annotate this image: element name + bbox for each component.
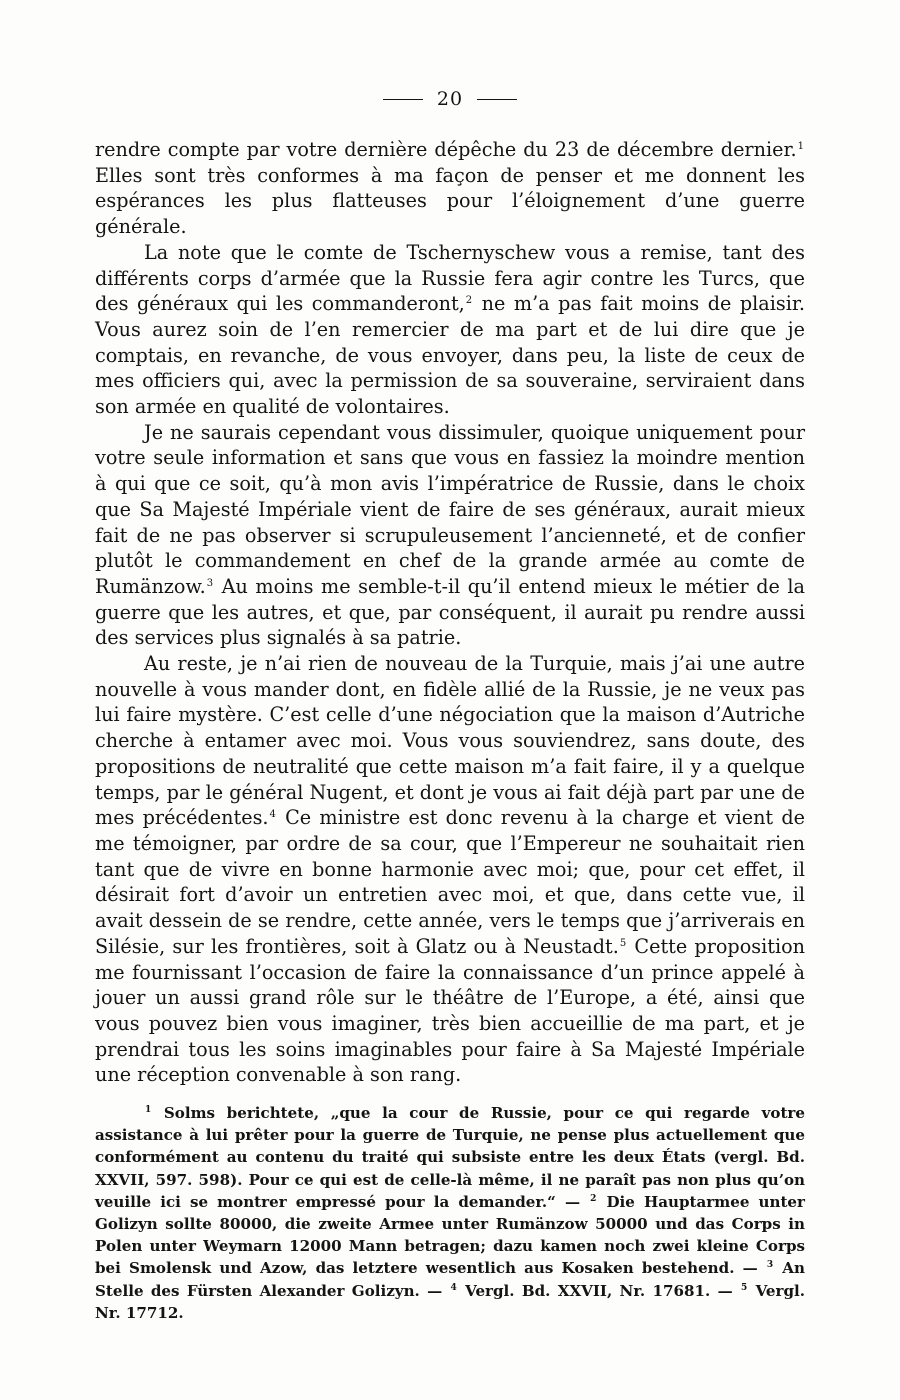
- paragraph-text: Cette proposition me fournissant l’occasion de faire la connaissance d’un prince appelé à jouer un aussi grand rôle sur le théâtre de l’Europe, a été, ainsi que vous pouvez bien vous imaginer, très bien accueillie de ma part, et je prendrai tous les soins imaginables pour faire à Sa Majesté Impériale une réception convenable à son rang.: [95, 934, 805, 1087]
- header-rule-left: [383, 99, 423, 100]
- page-number: 20: [436, 88, 464, 110]
- paragraph-1: [95, 137, 805, 240]
- page-header: [0, 88, 900, 110]
- paragraph-text: Au reste, je n’ai rien de nouveau de la Turquie, mais j’ai une autre nouvelle à vous mander dont, en fidèle allié de la Russie, je ne veux pas lui faire mystère. C’est celle d’une négociation que la maison d’Autriche cherche à entamer avec moi. Vous vous souviendrez, sans doute, des propositions de neutralité que cette maison m’a fait faire, il y a quelque temps, par le général Nugent, et dont je vous ai fait déjà part par une de mes précédentes.: [95, 652, 805, 830]
- paragraph-text: Elles sont très conformes à ma façon de penser et me donnent les espérances les plus flatteuses pour l’éloignement d’une guerre générale.: [95, 163, 805, 239]
- paragraph-text: Au moins me semble-t-il qu’il entend mieux le métier de la guerre que les autres, et que, par conséquent, il aurait pu rendre aussi des services plus signalés à sa patrie.: [95, 574, 805, 650]
- footnote-block: [95, 1102, 805, 1324]
- footnote-marker: 2: [465, 295, 473, 307]
- footnote-number: 1: [145, 1105, 152, 1115]
- paragraph-text: ne m’a pas fait moins de plaisir. Vous aurez soin de l’en remercier de ma part et de lui dire que je comptais, en revanche, de vous envoyer, dans peu, la liste de ceux de mes officiers qui, avec la permission de sa souveraine, serviraient dans son armée en qualité de volontaires.: [95, 292, 805, 419]
- paragraph-text: La note que le comte de Tschernyschew vous a remise, tant des différents corps d’armée que la Russie fera agir contre les Turcs, que des généraux qui les commanderont,: [95, 240, 805, 316]
- footnote-marker: 3: [206, 577, 214, 589]
- header-rule-right: [477, 99, 517, 100]
- paragraph-2: [95, 240, 805, 420]
- footnote-marker: 5: [619, 937, 627, 949]
- paragraph-text: rendre compte par votre dernière dépêche du 23 de décembre dernier.: [95, 138, 797, 161]
- footnote-text: Vergl. Nr. 17712.: [95, 1281, 806, 1322]
- paragraph-3: [95, 420, 805, 651]
- footnote-text: Vergl. Bd. XXVII, Nr. 17681. —: [457, 1281, 740, 1300]
- footnote-text: An Stelle des Fürsten Alexander Golizyn. —: [95, 1259, 805, 1300]
- paragraph-4: [95, 651, 805, 1088]
- paragraph-text: Je ne saurais cependant vous dissimuler, quoique uniquement pour votre seule information et sans que vous en fassiez la moindre mention à qui que ce soit, qu’à mon avis l’impératrice de Russie, dans le choix que Sa Majesté Impériale vient de faire de ses généraux, aurait mieux fait de ne pas observer si scrupuleusement l’ancienneté, et de confier plutôt le commandement en chef de la grande armée au comte de Rumänzow.: [95, 420, 805, 598]
- footnote-text: Die Hauptarmee unter Golizyn sollte 80000, die zweite Armee unter Rumänzow 50000 und das Corps in Polen unter Weymarn 12000 Mann betragen; dazu kamen noch zwei kleine Corps bei Smolensk und Azow, das letztere wesentlich aus Kosaken bestehend. —: [95, 1192, 805, 1278]
- footnote-marker: 1: [797, 141, 804, 152]
- footnote-number: 3: [766, 1260, 774, 1271]
- paragraph-text: Ce ministre est donc revenu à la charge et vient de me témoigner, par ordre de sa cour, que l’Empereur ne souhaitait rien tant que de vivre en bonne harmonie avec moi; que, pour cet effet, il désirait fort d’avoir un entretien avec moi, et que, dans cette vue, il avait dessein de se rendre, cette année, vers le temps que j’arriverais en Silésie, sur les frontières, soit à Glatz ou à Neustadt.: [95, 806, 805, 958]
- letter-body: [95, 137, 805, 1088]
- footnote-number: 2: [590, 1193, 597, 1204]
- footnotes: [95, 1102, 805, 1324]
- footnote-number: 5: [741, 1282, 748, 1293]
- footnote-number: 4: [450, 1282, 457, 1293]
- footnote-text: Solms berichtete, „que la cour de Russie, pour ce qui regarde votre assistance à lui prêter pour la guerre de Turquie, ne pense plus actuellement que conformément au contenu du traité qui subsiste entre les deux États (vergl. Bd. XXVII, 597. 598). Pour ce qui est de celle-là même, il ne paraît pas non plus qu’on veuille ici se montrer empressé pour la demander.“ —: [95, 1104, 805, 1211]
- footnote-marker: 4: [269, 809, 276, 821]
